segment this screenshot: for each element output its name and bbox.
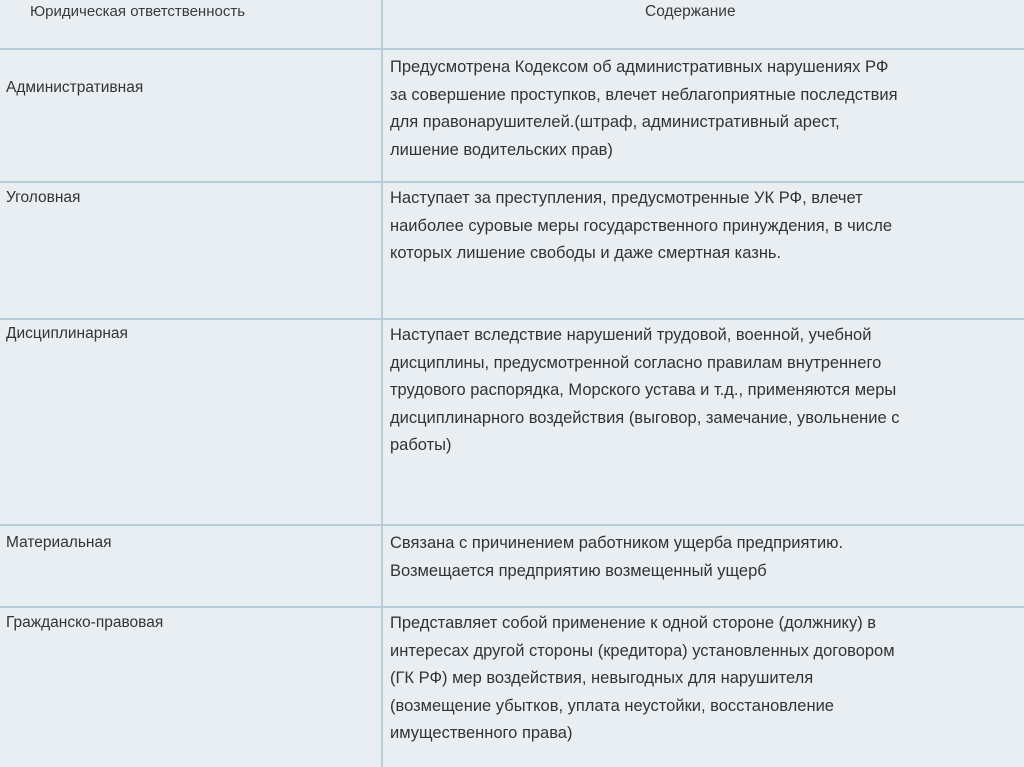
content-line: Возмещается предприятию возмещенный ущерб [390, 561, 767, 580]
content-line: дисциплины, предусмотренной согласно правилам внутреннего [390, 353, 882, 372]
row-type-disciplinary: Дисциплинарная [6, 325, 128, 342]
content-line: за совершение проступков, влечет неблагоприятные последствия [390, 85, 898, 104]
content-line: имущественного права) [390, 724, 573, 742]
content-line: Наступает за преступления, предусмотренные УК РФ, влечет [390, 189, 863, 207]
table-row [0, 320, 1024, 526]
table-row [0, 526, 1024, 608]
content-line: (возмещение убытков, уплата неустойки, восстановление [390, 696, 834, 715]
content-line: лишение водительских прав) [390, 140, 613, 159]
content-line: (ГК РФ) мер воздействия, невыгодных для нарушителя [390, 669, 814, 687]
row-content-disciplinary [390, 322, 1022, 460]
content-line: интересах другой стороны (кредитора) установленных договором [390, 641, 895, 660]
header-content: Содержание [645, 3, 736, 20]
row-content-material [390, 530, 1022, 585]
table-row [0, 608, 1024, 767]
row-content-administrative [390, 54, 1022, 164]
row-type-civil: Гражданско-правовая [6, 614, 164, 631]
row-content-criminal [390, 185, 1022, 268]
row-type-criminal: Уголовная [6, 189, 81, 206]
content-line: Предусмотрена Кодексом об административных нарушениях РФ [390, 58, 889, 76]
table-row [0, 50, 1024, 183]
content-line: работы) [390, 436, 452, 454]
content-line: которых лишение свободы и даже смертная казнь. [390, 244, 782, 262]
column-divider [381, 0, 383, 767]
row-content-civil [390, 610, 1022, 748]
content-line: дисциплинарного воздействия (выговор, замечание, увольнение с [390, 408, 900, 427]
content-line: Наступает вследствие нарушений трудовой, военной, учебной [390, 326, 872, 344]
content-line: для правонарушителей.(штраф, административный арест, [390, 113, 840, 131]
header-liability-type: Юридическая ответственность [30, 3, 246, 20]
table-header-row [0, 0, 1024, 50]
content-line: Связана с причинением работником ущерба предприятию. [390, 534, 844, 552]
row-type-administrative: Административная [6, 79, 144, 96]
content-line: трудового распорядка, Морского устава и т.д., применяются меры [390, 381, 897, 399]
row-type-material: Материальная [6, 534, 112, 551]
content-line: Представляет собой применение к одной стороне (должнику) в [390, 614, 877, 632]
content-line: наиболее суровые меры государственного принуждения, в числе [390, 216, 893, 235]
table-row [0, 183, 1024, 320]
